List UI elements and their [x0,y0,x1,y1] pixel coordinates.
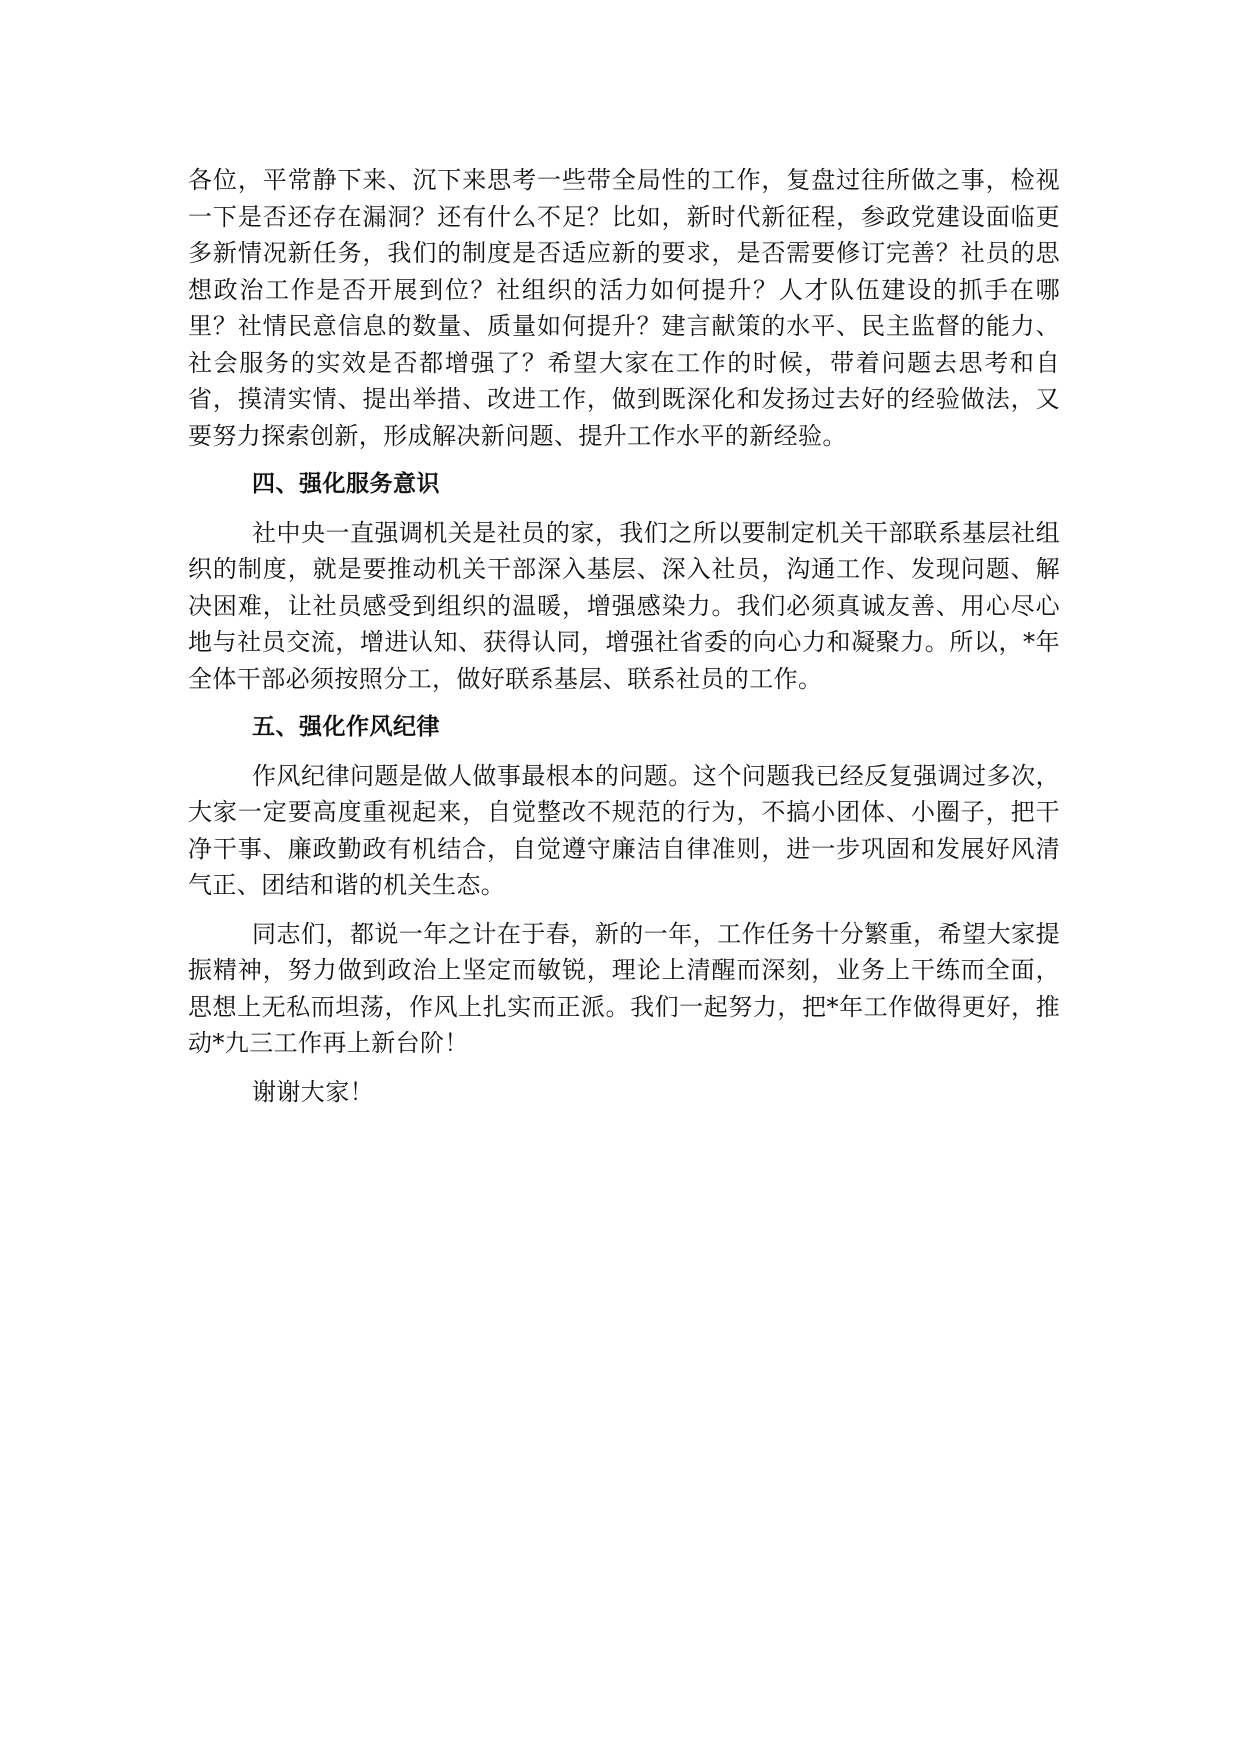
section-heading-service: 四、强化服务意识 [252,471,440,497]
paragraph-discipline: 作风纪律问题是做人做事最根本的问题。这个问题我已经反复强调过多次，大家一定要高度重视起来，自觉整改不规范的行为，不搞小团体、小圈子，把干净干事、廉政勤政有机结合，自觉遵守廉洁自律准则，进一步巩固和发展好风清气正、团结和谐的机关生态。 [188,761,1060,899]
section-heading-discipline: 五、强化作风纪律 [252,714,440,740]
paragraph-service: 社中央一直强调机关是社员的家，我们之所以要制定机关干部联系基层社组织的制度，就是要推动机关干部深入基层、深入社员，沟通工作、发现问题、解决困难，让社员感受到组织的温暖，增强感染力。我们必须真诚友善、用心尽心地与社员交流，增进认知、获得认同，增强社省委的向心力和凝聚力。所以，*年全体干部必须按照分工，做好联系基层、联系社员的工作。 [188,518,1060,693]
document-body [188,162,1060,1122]
paragraph-closing: 同志们，都说一年之计在于春，新的一年，工作任务十分繁重，希望大家提振精神，努力做到政治上坚定而敏锐，理论上清醒而深刻，业务上干练而全面，思想上无私而坦荡，作风上扎实而正派。我们一起努力，把*年工作做得更好，推动*九三工作再上新台阶！ [188,919,1060,1057]
paragraph-self-review: 各位，平常静下来、沉下来思考一些带全局性的工作，复盘过往所做之事，检视一下是否还存在漏洞？还有什么不足？比如，新时代新征程，参政党建设面临更多新情况新任务，我们的制度是否适应新的要求，是否需要修订完善？社员的思想政治工作是否开展到位？社组织的活力如何提升？人才队伍建设的抓手在哪里？社情民意信息的数量、质量如何提升？建言献策的水平、民主监督的能力、社会服务的实效是否都增强了？希望大家在工作的时候，带着问题去思考和自省，摸清实情、提出举措、改进工作，做到既深化和发扬过去好的经验做法，又要努力探索创新，形成解决新问题、提升工作水平的新经验。 [188,166,1060,450]
paragraph-thanks: 谢谢大家！ [252,1077,374,1106]
